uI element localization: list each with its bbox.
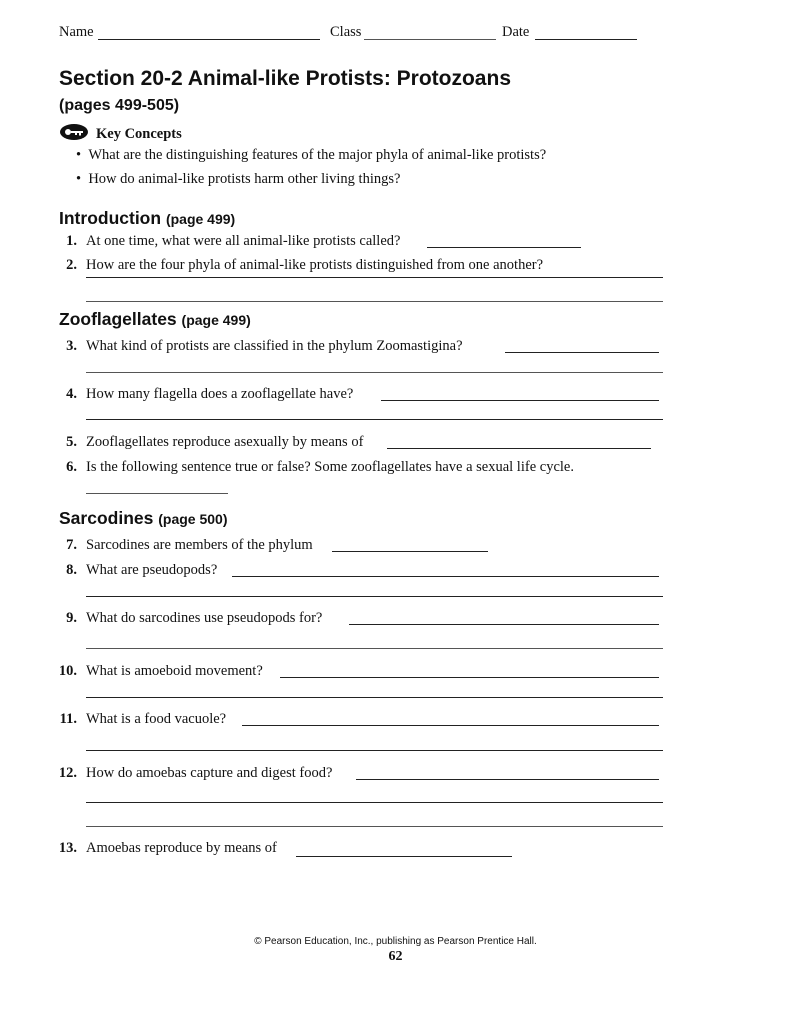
page-title: Section 20-2 Animal-like Protists: Protozoans bbox=[59, 67, 511, 90]
question-text: What are pseudopods? bbox=[86, 562, 218, 578]
key-icon bbox=[59, 123, 89, 141]
question-number: 1. bbox=[66, 233, 77, 249]
question-number: 10. bbox=[58, 663, 77, 679]
answer-line[interactable] bbox=[332, 551, 488, 552]
page-subtitle: (pages 499-505) bbox=[59, 97, 180, 114]
question-number: 8. bbox=[66, 562, 77, 578]
question-text: How do amoebas capture and digest food? bbox=[86, 765, 333, 781]
section-heading-sarcodines: Sarcodines (page 500) bbox=[59, 508, 228, 528]
answer-line[interactable] bbox=[296, 856, 512, 857]
question-text: What is amoeboid movement? bbox=[86, 663, 263, 679]
question-number: 13. bbox=[58, 840, 77, 856]
name-field[interactable] bbox=[98, 39, 320, 40]
answer-line[interactable] bbox=[86, 596, 663, 597]
question-text: What kind of protists are classified in the phylum Zoomastigina? bbox=[86, 338, 463, 354]
question-text: What is a food vacuole? bbox=[86, 711, 227, 727]
answer-line[interactable] bbox=[86, 697, 663, 698]
question-text: Sarcodines are members of the phylum bbox=[86, 537, 313, 553]
question-number: 9. bbox=[66, 610, 77, 626]
question-text: Is the following sentence true or false? Some zooflagellates have a sexual life cycle. bbox=[86, 459, 574, 475]
answer-line[interactable] bbox=[86, 277, 663, 278]
question-text: Amoebas reproduce by means of bbox=[86, 840, 277, 856]
answer-line[interactable] bbox=[232, 576, 659, 577]
question-text: At one time, what were all animal-like protists called? bbox=[86, 233, 401, 249]
key-concept-item: • How do animal-like protists harm other living things? bbox=[76, 171, 401, 187]
key-concepts-label: Key Concepts bbox=[96, 126, 182, 142]
answer-line[interactable] bbox=[86, 301, 663, 302]
name-label: Name bbox=[59, 24, 94, 40]
answer-line[interactable] bbox=[427, 247, 581, 248]
date-field[interactable] bbox=[535, 39, 637, 40]
answer-line[interactable] bbox=[86, 419, 663, 420]
section-heading-introduction: Introduction (page 499) bbox=[59, 208, 236, 228]
question-text: How many flagella does a zooflagellate have? bbox=[86, 386, 354, 402]
question-text: How are the four phyla of animal-like protists distinguished from one another? bbox=[86, 257, 544, 273]
question-text: What do sarcodines use pseudopods for? bbox=[86, 610, 323, 626]
class-label: Class bbox=[330, 24, 362, 40]
answer-line[interactable] bbox=[242, 725, 659, 726]
answer-line[interactable] bbox=[86, 648, 663, 649]
question-number: 3. bbox=[66, 338, 77, 354]
answer-line[interactable] bbox=[280, 677, 659, 678]
answer-line[interactable] bbox=[86, 372, 663, 373]
question-number: 12. bbox=[58, 765, 77, 781]
question-number: 2. bbox=[66, 257, 77, 273]
question-number: 5. bbox=[66, 434, 77, 450]
answer-line[interactable] bbox=[86, 802, 663, 803]
class-field[interactable] bbox=[364, 39, 496, 40]
question-number: 4. bbox=[66, 386, 77, 402]
answer-line[interactable] bbox=[86, 750, 663, 751]
key-concept-item: • What are the distinguishing features of the major phyla of animal-like protists? bbox=[76, 147, 547, 163]
answer-line[interactable] bbox=[356, 779, 659, 780]
answer-line[interactable] bbox=[349, 624, 659, 625]
question-number: 6. bbox=[66, 459, 77, 475]
answer-line[interactable] bbox=[86, 826, 663, 827]
answer-line[interactable] bbox=[86, 493, 228, 494]
answer-line[interactable] bbox=[381, 400, 659, 401]
question-number: 11. bbox=[59, 711, 77, 727]
date-label: Date bbox=[502, 24, 530, 40]
section-heading-zooflagellates: Zooflagellates (page 499) bbox=[59, 309, 251, 329]
copyright-notice: © Pearson Education, Inc., publishing as Pearson Prentice Hall. bbox=[254, 936, 537, 947]
answer-line[interactable] bbox=[505, 352, 659, 353]
page-number: 62 bbox=[388, 949, 403, 964]
answer-line[interactable] bbox=[387, 448, 651, 449]
question-number: 7. bbox=[66, 537, 77, 553]
question-text: Zooflagellates reproduce asexually by means of bbox=[86, 434, 364, 450]
